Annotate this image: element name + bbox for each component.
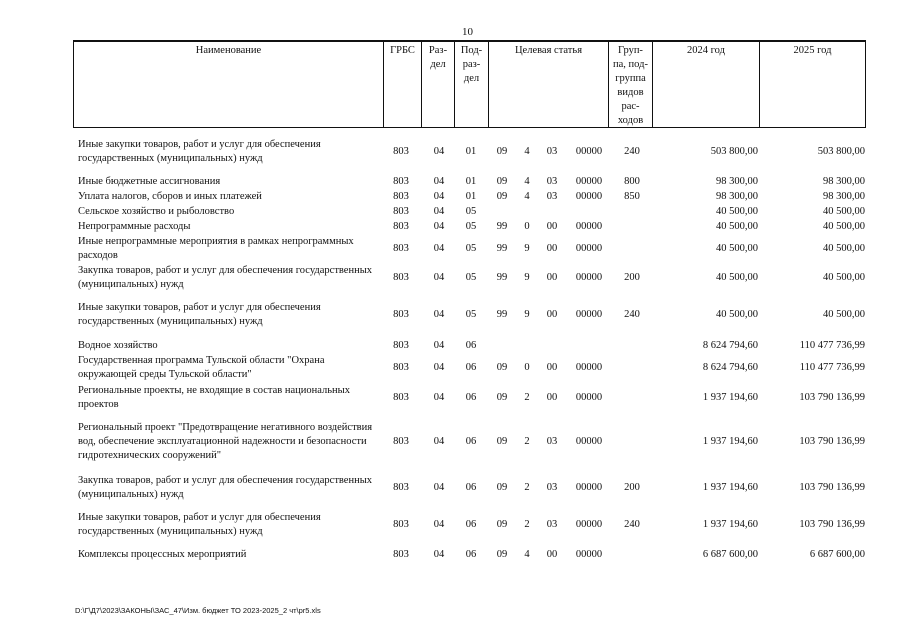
row-target-subprogram: 4 — [524, 549, 530, 560]
row-amount-2024: 1 937 194,60 — [702, 482, 758, 493]
row-expense-group: 240 — [624, 309, 640, 320]
table-row — [0, 384, 905, 412]
row-grbs: 803 — [393, 206, 409, 217]
table-row — [0, 421, 905, 463]
table-row — [0, 511, 905, 539]
row-target-code: 00000 — [575, 362, 603, 373]
header-grbs: ГРБС — [384, 40, 422, 128]
row-target-activity: 00 — [546, 309, 558, 320]
row-subsection: 05 — [465, 206, 477, 217]
row-name: Иные закупки товаров, работ и услуг для обеспечения государственных (муниципальных) нужд — [78, 512, 321, 537]
row-section: 04 — [433, 272, 445, 283]
row-expense-group: 200 — [624, 482, 640, 493]
row-amount-2025: 40 500,00 — [823, 221, 865, 232]
row-target-program: 09 — [496, 362, 508, 373]
row-name: Иные бюджетные ассигнования — [78, 176, 221, 187]
row-name: Региональные проекты, не входящие в состав национальных проектов — [78, 385, 350, 410]
row-name: Государственная программа Тульской области "Охрана окружающей среды Тульской области" — [78, 355, 325, 380]
row-section: 04 — [433, 176, 445, 187]
row-amount-2024: 40 500,00 — [716, 221, 758, 232]
row-target-subprogram: 0 — [524, 221, 530, 232]
row-section: 04 — [433, 436, 445, 447]
row-subsection: 05 — [465, 309, 477, 320]
row-target-activity: 03 — [546, 436, 558, 447]
header-section: Раз- дел — [422, 40, 455, 128]
row-grbs: 803 — [393, 309, 409, 320]
row-amount-2024: 8 624 794,60 — [702, 362, 758, 373]
row-target-subprogram: 4 — [524, 176, 530, 187]
row-amount-2025: 103 790 136,99 — [799, 436, 865, 447]
row-subsection: 06 — [465, 362, 477, 373]
row-target-subprogram: 2 — [524, 482, 530, 493]
row-grbs: 803 — [393, 176, 409, 187]
row-name: Иные непрограммные мероприятия в рамках непрограммных расходов — [78, 236, 354, 261]
row-amount-2025: 40 500,00 — [823, 309, 865, 320]
row-target-program: 09 — [496, 482, 508, 493]
row-amount-2025: 103 790 136,99 — [799, 482, 865, 493]
row-amount-2025: 503 800,00 — [817, 146, 865, 157]
row-grbs: 803 — [393, 272, 409, 283]
row-target-activity: 00 — [546, 272, 558, 283]
row-name: Уплата налогов, сборов и иных платежей — [78, 191, 262, 202]
row-target-program: 99 — [496, 309, 508, 320]
row-section: 04 — [433, 392, 445, 403]
row-subsection: 05 — [465, 243, 477, 254]
row-name: Иные закупки товаров, работ и услуг для обеспечения государственных (муниципальных) нужд — [78, 139, 321, 164]
row-amount-2024: 1 937 194,60 — [702, 436, 758, 447]
row-amount-2024: 40 500,00 — [716, 272, 758, 283]
table-header — [73, 40, 866, 128]
row-name: Сельское хозяйство и рыболовство — [78, 206, 235, 217]
row-name: Иные закупки товаров, работ и услуг для обеспечения государственных (муниципальных) нужд — [78, 302, 321, 327]
row-target-activity: 03 — [546, 519, 558, 530]
header-2024: 2024 год — [653, 40, 760, 128]
row-name: Водное хозяйство — [78, 340, 158, 351]
row-expense-group: 240 — [624, 146, 640, 157]
row-target-code: 00000 — [575, 146, 603, 157]
row-amount-2024: 6 687 600,00 — [702, 549, 758, 560]
header-2025: 2025 год — [760, 40, 866, 128]
row-target-subprogram: 9 — [524, 309, 530, 320]
table-row — [0, 301, 905, 329]
row-target-activity: 00 — [546, 549, 558, 560]
row-subsection: 01 — [465, 191, 477, 202]
row-section: 04 — [433, 146, 445, 157]
row-amount-2025: 103 790 136,99 — [799, 519, 865, 530]
row-amount-2025: 110 477 736,99 — [799, 362, 865, 373]
row-subsection: 01 — [465, 176, 477, 187]
footer-file-path: D:\Г\Д7\2023\ЗАКОНЫ\ЗАС_47\Изм. бюджет ТО 2023-2025_2 чт\pr5.xls — [75, 606, 321, 615]
row-section: 04 — [433, 519, 445, 530]
row-grbs: 803 — [393, 436, 409, 447]
row-target-code: 00000 — [575, 272, 603, 283]
row-section: 04 — [433, 549, 445, 560]
table-row — [0, 205, 905, 219]
row-section: 04 — [433, 191, 445, 202]
table-row — [0, 474, 905, 502]
table-row — [0, 138, 905, 166]
row-target-code: 00000 — [575, 482, 603, 493]
row-target-program: 99 — [496, 272, 508, 283]
row-target-subprogram: 0 — [524, 362, 530, 373]
row-section: 04 — [433, 309, 445, 320]
row-amount-2024: 1 937 194,60 — [702, 392, 758, 403]
row-amount-2024: 40 500,00 — [716, 309, 758, 320]
row-target-program: 09 — [496, 436, 508, 447]
row-target-program: 09 — [496, 519, 508, 530]
row-subsection: 06 — [465, 392, 477, 403]
row-section: 04 — [433, 221, 445, 232]
row-target-activity: 00 — [546, 243, 558, 254]
table-row — [0, 190, 905, 204]
row-subsection: 06 — [465, 340, 477, 351]
row-target-subprogram: 9 — [524, 272, 530, 283]
row-grbs: 803 — [393, 340, 409, 351]
row-target-code: 00000 — [575, 191, 603, 202]
table-row — [0, 339, 905, 353]
row-amount-2025: 40 500,00 — [823, 272, 865, 283]
row-target-subprogram: 9 — [524, 243, 530, 254]
row-section: 04 — [433, 243, 445, 254]
row-target-subprogram: 2 — [524, 392, 530, 403]
row-grbs: 803 — [393, 146, 409, 157]
row-grbs: 803 — [393, 549, 409, 560]
row-expense-group: 240 — [624, 519, 640, 530]
row-amount-2025: 98 300,00 — [823, 176, 865, 187]
row-amount-2025: 40 500,00 — [823, 243, 865, 254]
row-grbs: 803 — [393, 221, 409, 232]
row-amount-2024: 40 500,00 — [716, 243, 758, 254]
row-subsection: 01 — [465, 146, 477, 157]
row-target-subprogram: 2 — [524, 519, 530, 530]
row-name: Закупка товаров, работ и услуг для обеспечения государственных (муниципальных) нужд — [78, 265, 373, 290]
table-row — [0, 235, 905, 263]
row-subsection: 06 — [465, 549, 477, 560]
row-target-program: 99 — [496, 221, 508, 232]
row-target-program: 09 — [496, 146, 508, 157]
row-target-subprogram: 2 — [524, 436, 530, 447]
row-section: 04 — [433, 362, 445, 373]
row-target-program: 09 — [496, 549, 508, 560]
row-target-code: 00000 — [575, 436, 603, 447]
row-expense-group: 800 — [624, 176, 640, 187]
row-target-activity: 03 — [546, 482, 558, 493]
row-target-activity: 00 — [546, 392, 558, 403]
row-name: Комплексы процессных мероприятий — [78, 549, 247, 560]
header-group: Груп- па, под- группа видов рас- ходов — [609, 40, 653, 128]
table-row — [0, 175, 905, 189]
row-amount-2024: 98 300,00 — [716, 176, 758, 187]
row-amount-2024: 503 800,00 — [710, 146, 758, 157]
table-row — [0, 354, 905, 382]
row-amount-2024: 40 500,00 — [716, 206, 758, 217]
row-target-subprogram: 4 — [524, 191, 530, 202]
row-amount-2025: 98 300,00 — [823, 191, 865, 202]
header-target: Целевая статья — [489, 40, 609, 128]
row-target-code: 00000 — [575, 176, 603, 187]
row-name: Региональный проект "Предотвращение негативного воздействия вод, обеспечение эксплуатационной надежности и безопасности гидротехнических сооружений" — [78, 422, 373, 461]
row-grbs: 803 — [393, 191, 409, 202]
row-section: 04 — [433, 482, 445, 493]
row-target-subprogram: 4 — [524, 146, 530, 157]
row-expense-group: 850 — [624, 191, 640, 202]
row-grbs: 803 — [393, 392, 409, 403]
row-target-activity: 00 — [546, 221, 558, 232]
row-expense-group: 200 — [624, 272, 640, 283]
row-target-code: 00000 — [575, 392, 603, 403]
row-target-code: 00000 — [575, 549, 603, 560]
row-subsection: 06 — [465, 482, 477, 493]
header-name: Наименование — [73, 40, 384, 128]
row-subsection: 05 — [465, 272, 477, 283]
row-target-code: 00000 — [575, 309, 603, 320]
table-row — [0, 220, 905, 234]
row-target-activity: 03 — [546, 146, 558, 157]
row-target-program: 09 — [496, 191, 508, 202]
row-target-program: 09 — [496, 392, 508, 403]
row-grbs: 803 — [393, 243, 409, 254]
row-target-activity: 03 — [546, 191, 558, 202]
row-grbs: 803 — [393, 362, 409, 373]
table-row — [0, 264, 905, 292]
table-row — [0, 548, 905, 562]
row-target-code: 00000 — [575, 221, 603, 232]
row-amount-2025: 6 687 600,00 — [809, 549, 865, 560]
page-number: 10 — [462, 26, 473, 38]
row-target-activity: 00 — [546, 362, 558, 373]
row-target-program: 09 — [496, 176, 508, 187]
row-subsection: 05 — [465, 221, 477, 232]
row-amount-2025: 103 790 136,99 — [799, 392, 865, 403]
row-section: 04 — [433, 206, 445, 217]
header-subsection: Под- раз- дел — [455, 40, 489, 128]
row-target-activity: 03 — [546, 176, 558, 187]
row-target-code: 00000 — [575, 243, 603, 254]
row-amount-2024: 98 300,00 — [716, 191, 758, 202]
row-subsection: 06 — [465, 519, 477, 530]
row-target-code: 00000 — [575, 519, 603, 530]
row-name: Непрограммные расходы — [78, 221, 191, 232]
row-target-program: 99 — [496, 243, 508, 254]
row-amount-2025: 40 500,00 — [823, 206, 865, 217]
row-amount-2024: 1 937 194,60 — [702, 519, 758, 530]
row-amount-2025: 110 477 736,99 — [799, 340, 865, 351]
row-grbs: 803 — [393, 519, 409, 530]
row-section: 04 — [433, 340, 445, 351]
row-grbs: 803 — [393, 482, 409, 493]
row-name: Закупка товаров, работ и услуг для обеспечения государственных (муниципальных) нужд — [78, 475, 373, 500]
row-subsection: 06 — [465, 436, 477, 447]
row-amount-2024: 8 624 794,60 — [702, 340, 758, 351]
